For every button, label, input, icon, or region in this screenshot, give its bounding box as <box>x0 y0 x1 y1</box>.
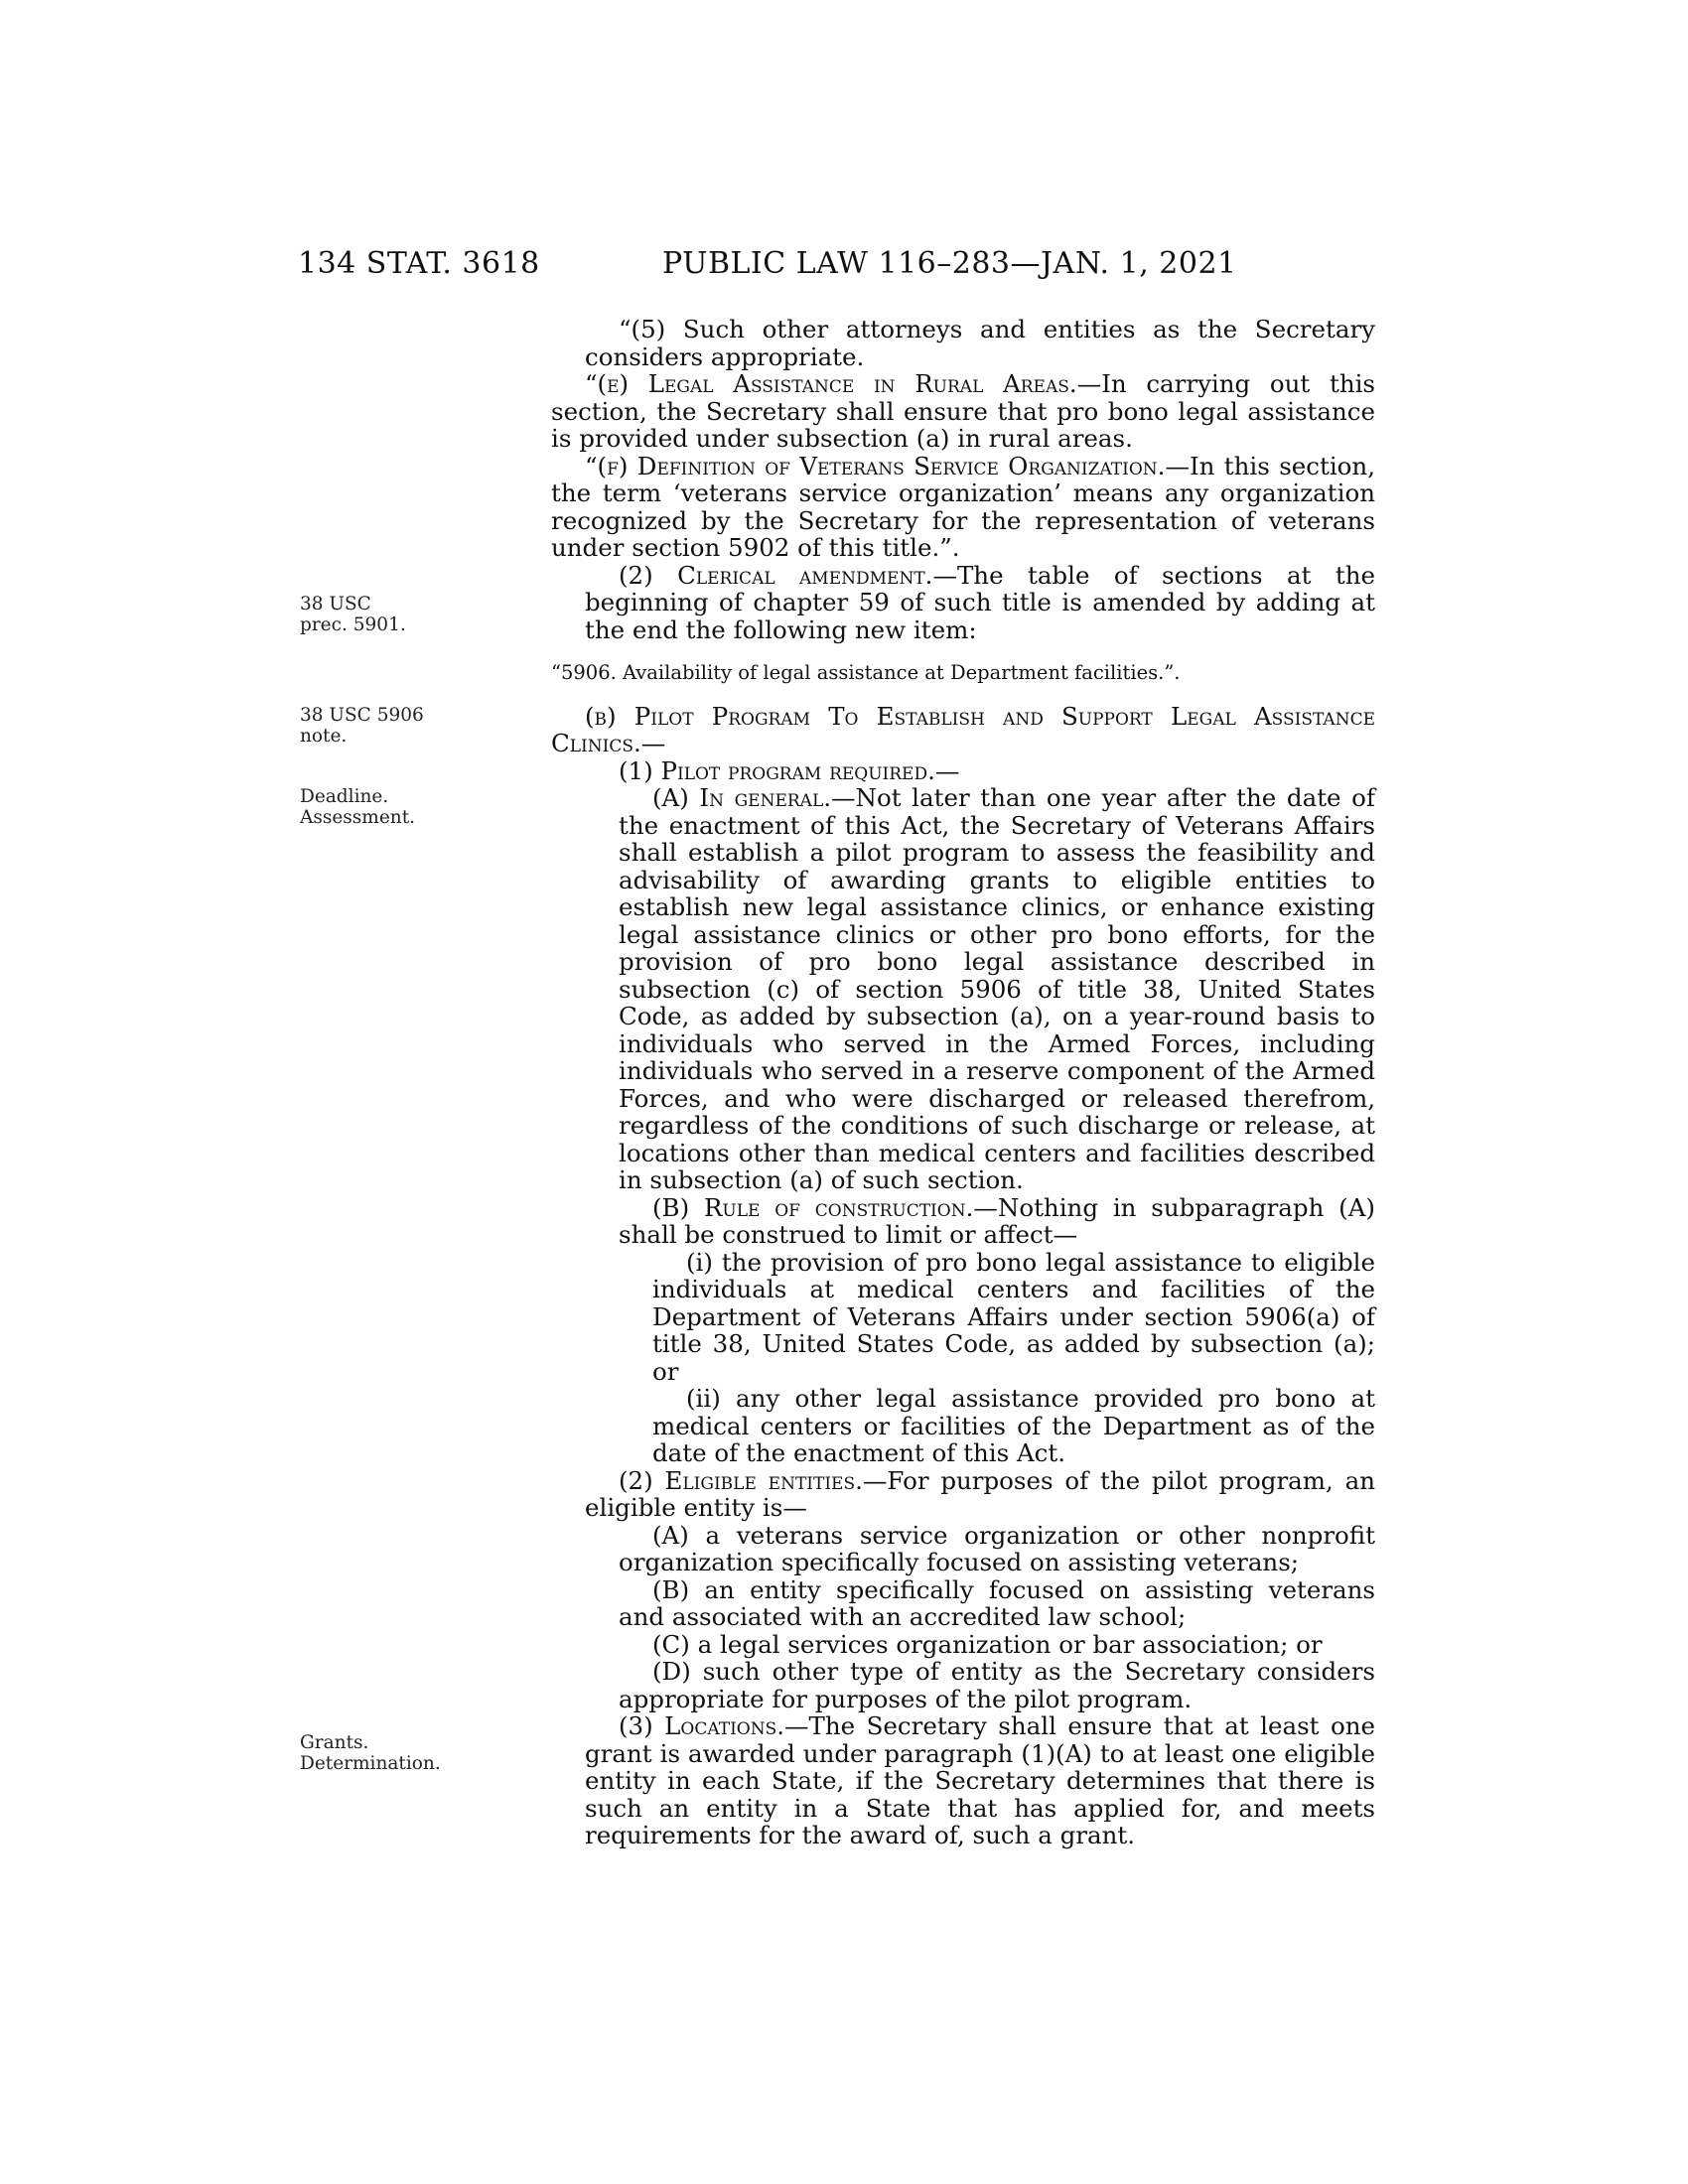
margin-note-38-usc-prec: 38 USC prec. 5901. <box>300 594 406 635</box>
subsection-e-rural-areas: “(e) Legal Assistance in Rural Areas.—In carrying out this section, the Secretary shall ensure that pro bono legal assistance is provided under subsection (a) in rural areas. <box>551 369 1376 453</box>
subparagraph-d-other: (D) such other type of entity as the Secretary considers appropriate for purposes of the pilot program. <box>619 1657 1375 1713</box>
clause-ii: (ii) any other legal assistance provided pro bono at medical centers or facilities of the Department as of the date of the enactment of this Act. <box>652 1384 1375 1467</box>
margin-note-38-usc-5906: 38 USC 5906 note. <box>300 705 424 747</box>
clause-i: (i) the provision of pro bono legal assistance to eligible individuals at medical centers and facilities of the Department of Veterans Affairs under section 5906(a) of title 38, United States Code, as added by subsection (a); or <box>652 1247 1375 1386</box>
subparagraph-b-law-school: (B) an entity specifically focused on assisting veterans and associated with an accredited law school; <box>619 1574 1375 1631</box>
page-header <box>298 246 1380 286</box>
margin-note-deadline: Deadline. Assessment. <box>300 786 416 828</box>
stat-page-number: 134 STAT. 3618 <box>298 246 540 281</box>
paragraph-1-pilot-program-required: (1) Pilot program required.— <box>619 755 960 785</box>
document-body <box>551 316 1375 1849</box>
subsection-f-definition: “(f) Definition of Veterans Service Organization.—In this section, the term ‘veterans service organization’ means any organization recognized by the Secretary for the representation of veterans under section 5902 of this title.”. <box>551 451 1376 562</box>
subparagraph-a-in-general: (A) In general.—Not later than one year after the date of the enactment of this Act, the Secretary of Veterans Affairs shall establish a pilot program to assess the feasibility and advisability of awarding grants to eligible entities to establish new legal assistance clinics, or enhance existing legal assistance clinics or other pro bono efforts, for the provision of pro bono legal assistance described in subsection (c) of section 5906 of title 38, United States Code, as added by subsection (a), on a year-round basis to individuals who served in the Armed Forces, including individuals who served in a reserve component of the Armed Forces, and who were discharged or released therefrom, regardless of the conditions of such discharge or release, at locations other than medical centers and facilities described in subsection (a) of such section. <box>619 783 1375 1194</box>
paragraph-3-locations: (3) Locations.—The Secretary shall ensure that at least one grant is awarded under paragraph (1)(A) to at least one eligible entity in each State, if the Secretary determines that there is such an entity in a State that has applied for, and meets requirements for the award of, such a grant. <box>585 1711 1375 1849</box>
paragraph-5-other-attorneys: “(5) Such other attorneys and entities as the Secretary considers appropriate. <box>585 315 1375 371</box>
subparagraph-c-legal-services: (C) a legal services organization or bar association; or <box>652 1629 1323 1659</box>
paragraph-2-eligible-entities: (2) Eligible entities.—For purposes of the pilot program, an eligible entity is— <box>585 1465 1375 1522</box>
subparagraph-b-rule-of-construction: (B) Rule of construction.—Nothing in subparagraph (A) shall be construed to limit or affect— <box>619 1192 1375 1249</box>
table-of-sections-item: “5906. Availability of legal assistance at Department facilities.”. <box>551 661 1181 684</box>
paragraph-2-clerical-amendment: (2) Clerical amendment.—The table of sections at the beginning of chapter 59 of such title is amended by adding at the end the following new item: <box>585 560 1375 644</box>
public-law-title: PUBLIC LAW 116–283—JAN. 1, 2021 <box>662 246 1237 281</box>
margin-note-grants: Grants. Determination. <box>300 1732 441 1774</box>
subsection-b-pilot-program: (b) Pilot Program To Establish and Support Legal Assistance Clinics.— <box>551 701 1375 757</box>
subparagraph-a-vso: (A) a veterans service organization or other nonprofit organization specifically focused on assisting veterans; <box>619 1520 1375 1576</box>
